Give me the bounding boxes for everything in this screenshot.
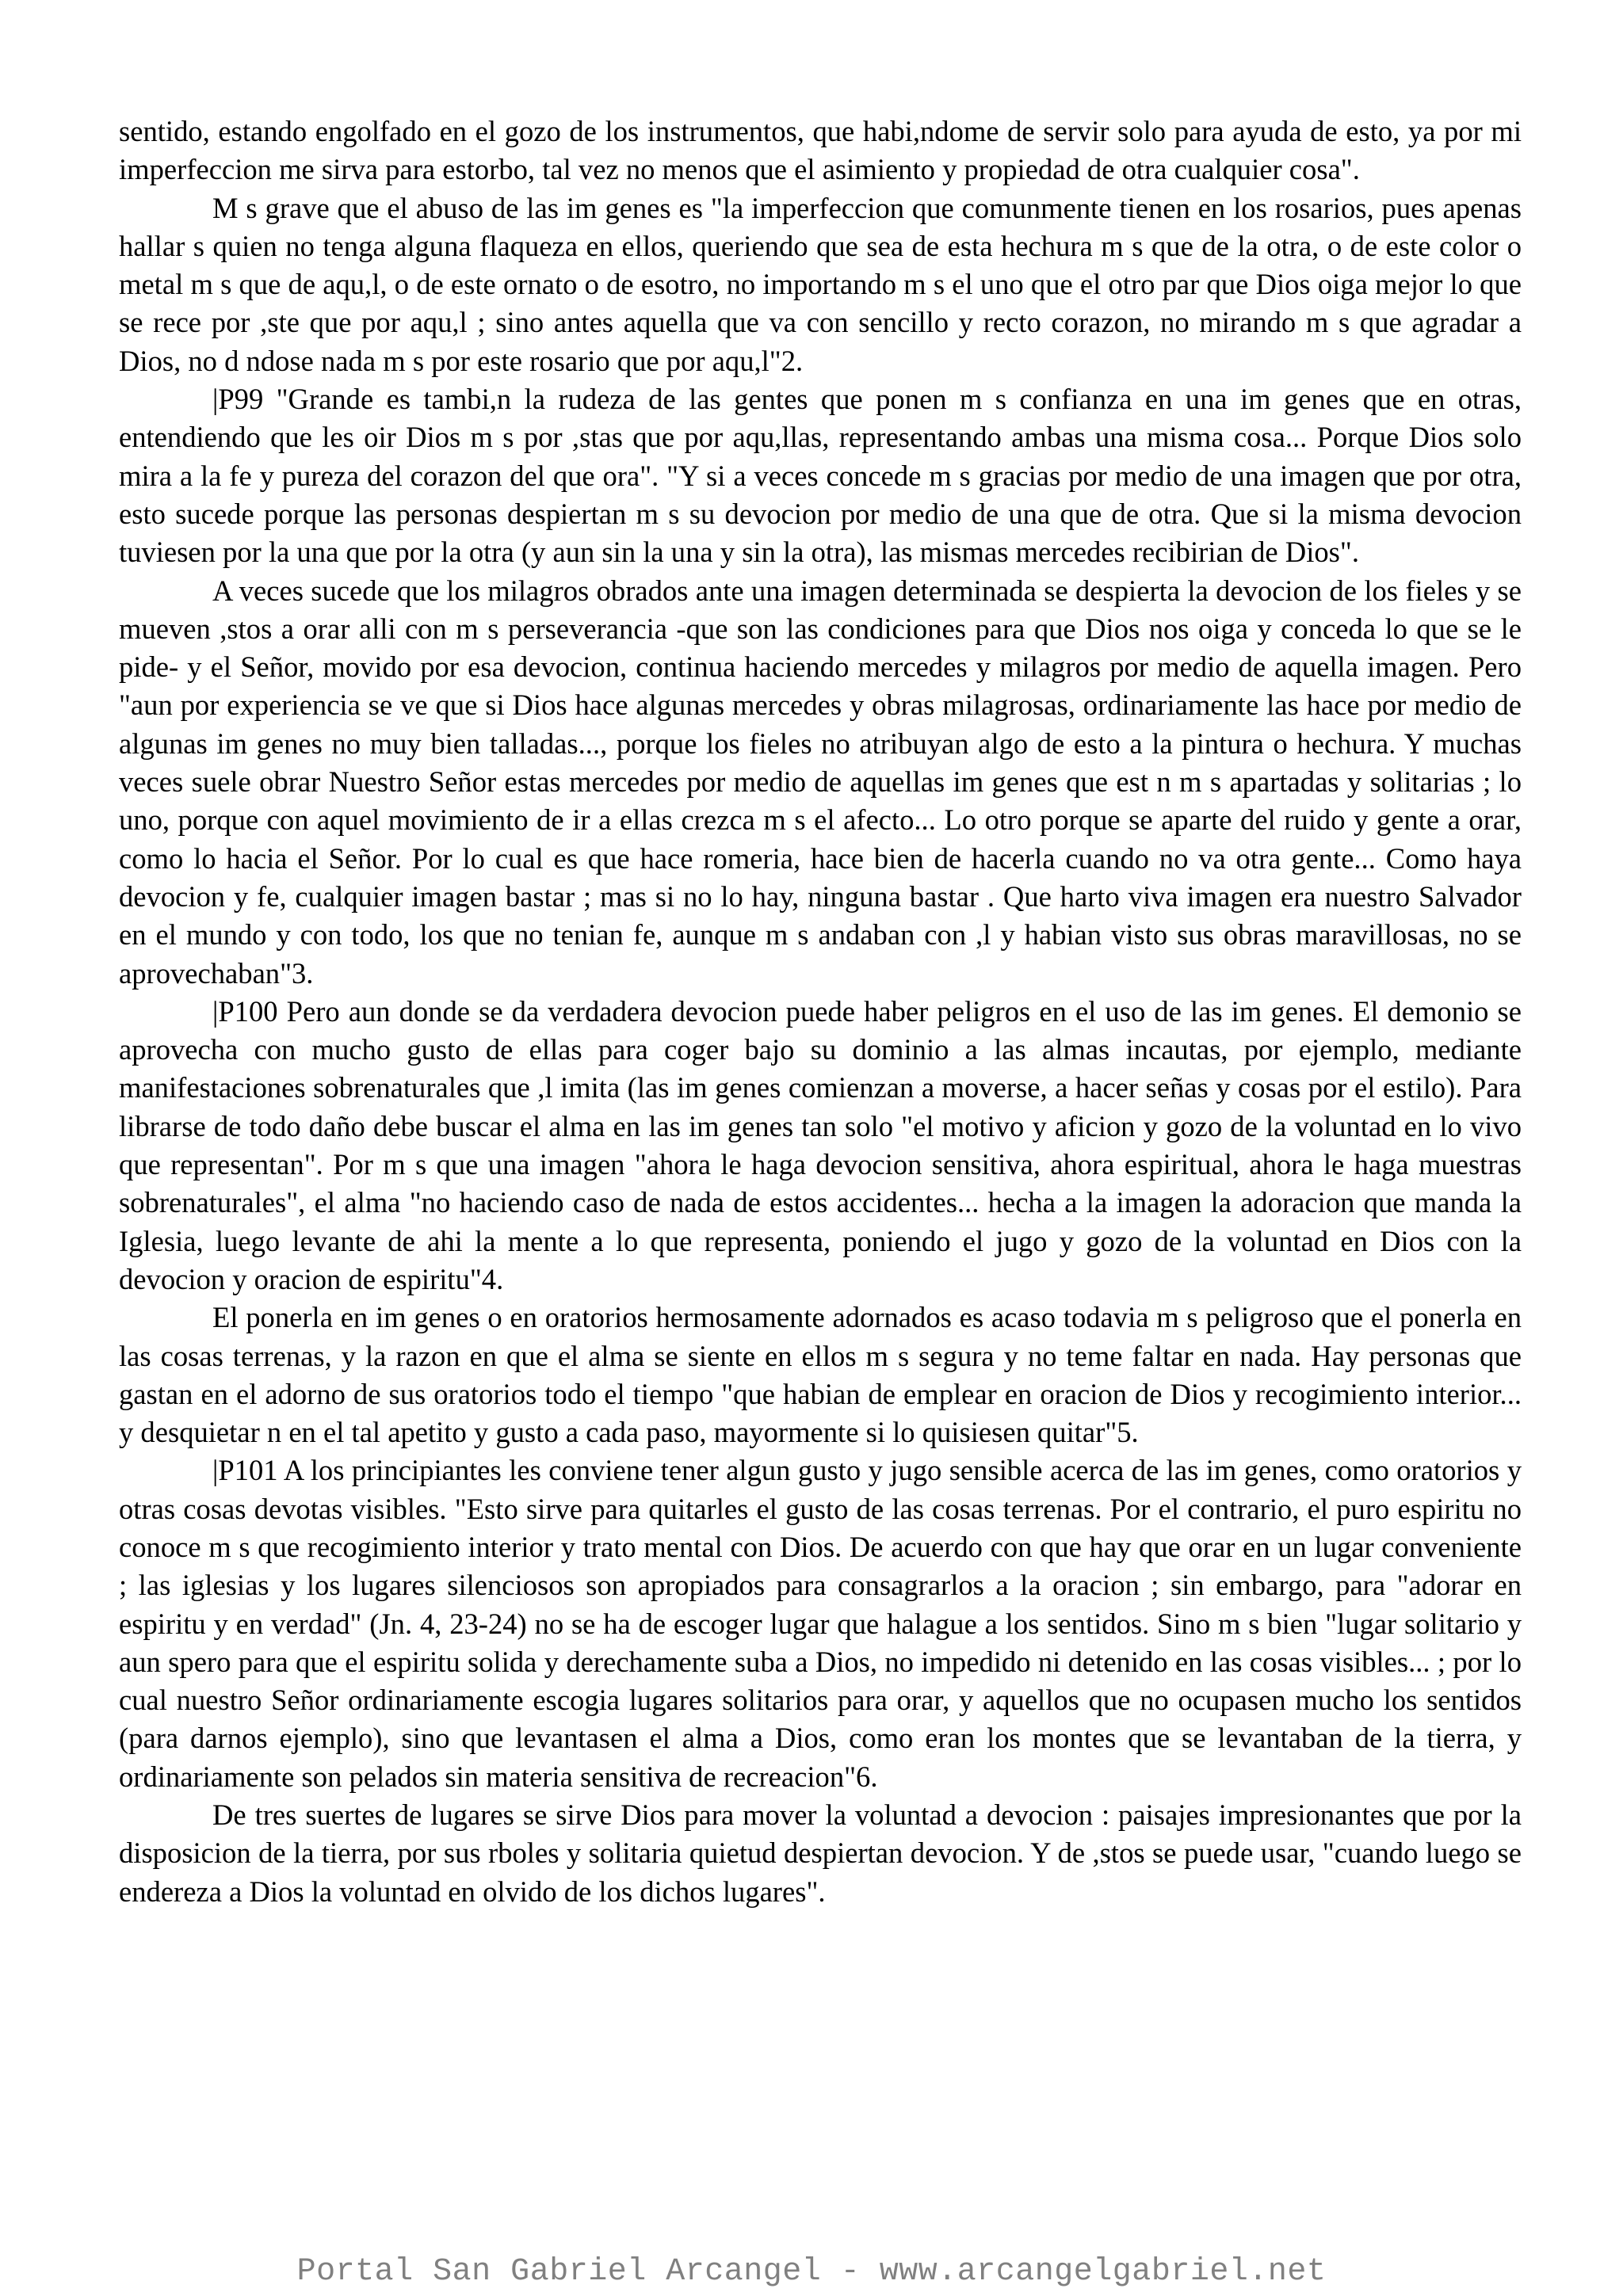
paragraph: sentido, estando engolfado en el gozo de los instrumentos, que habi,ndome de servir solo para ayuda de esto, ya por mi imperfeccion me sirva para estorbo, tal vez no menos que el asimiento y propiedad de otra cualquier cosa". [119,115,1522,186]
paragraph: De tres suertes de lugares se sirve Dios para mover la voluntad a devocion : paisajes impresionantes que por la disposicion de la tierra, por sus rboles y solitaria quietud despiertan devocion. Y de ,stos se puede usar, "cuando luego se endereza a Dios la voluntad en olvido de los dichos lugares". [119,1798,1522,1908]
paragraph: A veces sucede que los milagros obrados ante una imagen determinada se despierta la devocion de los fieles y se mueven ,stos a orar alli con m s perseverancia -que son las condiciones para que Dios nos oiga y conceda lo que se le pide- y el Señor, movido por esa devocion, continua haciendo mercedes y milagros por medio de aquella imagen. Pero "aun por experiencia se ve que si Dios hace algunas mercedes y obras milagrosas, ordinariamente las hace por medio de algunas im genes no muy bien talladas..., porque los fieles no atribuyan algo de esto a la pintura o hechura. Y muchas veces suele obrar Nuestro Señor estas mercedes por medio de aquellas im genes que est n m s apartadas y solitarias ; lo uno, porque con aquel movimiento de ir a ellas crezca m s el afecto... Lo otro porque se aparte del ruido y gente a orar, como lo hacia el Señor. Por lo cual es que hace romeria, hace bien de hacerla cuando no va otra gente... Como haya devocion y fe, cualquier imagen bastar ; mas si no lo hay, ninguna bastar . Que harto viva imagen era nuestro Salvador en el mundo y con todo, los que no tenian fe, aunque m s andaban con ,l y habian visto sus obras maravillosas, no se aprovechaban"3. [119,574,1522,990]
paragraph: |P99 "Grande es tambi,n la rudeza de las gentes que ponen m s confianza en una im genes que en otras, entendiendo que les oir Dios m s por ,stas que por aqu,llas, representando ambas una misma cosa... Porque Dios solo mira a la fe y pureza del corazon del que ora". "Y si a veces concede m s gracias por medio de una imagen que por otra, esto sucede porque las personas despiertan m s su devocion por medio de una que de otra. Que si la misma devocion tuviesen por la una que por la otra (y aun sin la una y sin la otra), las mismas mercedes recibirian de Dios". [119,383,1522,569]
document-body [119,113,1522,1911]
paragraph: M s grave que el abuso de las im genes es "la imperfeccion que comunmente tienen en los rosarios, pues apenas hallar s quien no tenga alguna flaqueza en ellos, queriendo que sea de esta hechura m s que de la otra, o de este color o metal m s que de aqu,l, o de este ornato o de esotro, no importando m s el uno que el otro par que Dios oiga mejor lo que se rece por ,ste que por aqu,l ; sino antes aquella que va con sencillo y recto corazon, no mirando m s que agradar a Dios, no d ndose nada m s por este rosario que por aqu,l"2. [119,191,1522,377]
paragraph: |P100 Pero aun donde se da verdadera devocion puede haber peligros en el uso de las im genes. El demonio se aprovecha con mucho gusto de ellas para coger bajo su dominio a las almas incautas, por ejemplo, mediante manifestaciones sobrenaturales que ,l imita (las im genes comienzan a moverse, a hacer señas y cosas por el estilo). Para librarse de todo daño debe buscar el alma en las im genes tan solo "el motivo y aficion y gozo de la voluntad en lo vivo que representan". Por m s que una imagen "ahora le haga devocion sensitiva, ahora espiritual, ahora le haga muestras sobrenaturales", el alma "no haciendo caso de nada de estos accidentes... hecha a la imagen la adoracion que manda la Iglesia, luego levante de ahi la mente a lo que representa, poniendo el jugo y gozo de la voluntad en Dios con la devocion y oracion de espiritu"4. [119,994,1522,1295]
paragraph: El ponerla en im genes o en oratorios hermosamente adornados es acaso todavia m s peligroso que el ponerla en las cosas terrenas, y la razon en que el alma se siente en ellos m s segura y no teme faltar en nada. Hay personas que gastan en el adorno de sus oratorios todo el tiempo "que habian de emplear en oracion de Dios y recogimiento interior... y desquietar n en el tal apetito y gusto a cada paso, mayormente si lo quisiesen quitar"5. [119,1301,1522,1449]
paragraph: |P101 A los principiantes les conviene tener algun gusto y jugo sensible acerca de las im genes, como oratorios y otras cosas devotas visibles. "Esto sirve para quitarles el gusto de las cosas terrenas. Por el contrario, el puro espiritu no conoce m s que recogimiento interior y trato mental con Dios. De acuerdo con que hay que orar en un lugar conveniente ; las iglesias y los lugares silenciosos son apropiados para consagrarlos a la oracion ; sin embargo, para "adorar en espiritu y en verdad" (Jn. 4, 23-24) no se ha de escoger lugar que halague a los sentidos. Sino m s bien "lugar solitario y aun spero para que el espiritu solida y derechamente suba a Dios, no impedido ni detenido en las cosas visibles... ; por lo cual nuestro Señor ordinariamente escogia lugares solitarios para orar, y aquellos que no ocupasen mucho los sentidos (para darnos ejemplo), sino que levantasen el alma a Dios, como eran los montes que se levantaban de la tierra, y ordinariamente son pelados sin materia sensitiva de recreacion"6. [119,1454,1522,1793]
page-footer: Portal San Gabriel Arcangel - www.arcangelgabriel.net [296,2254,1327,2290]
